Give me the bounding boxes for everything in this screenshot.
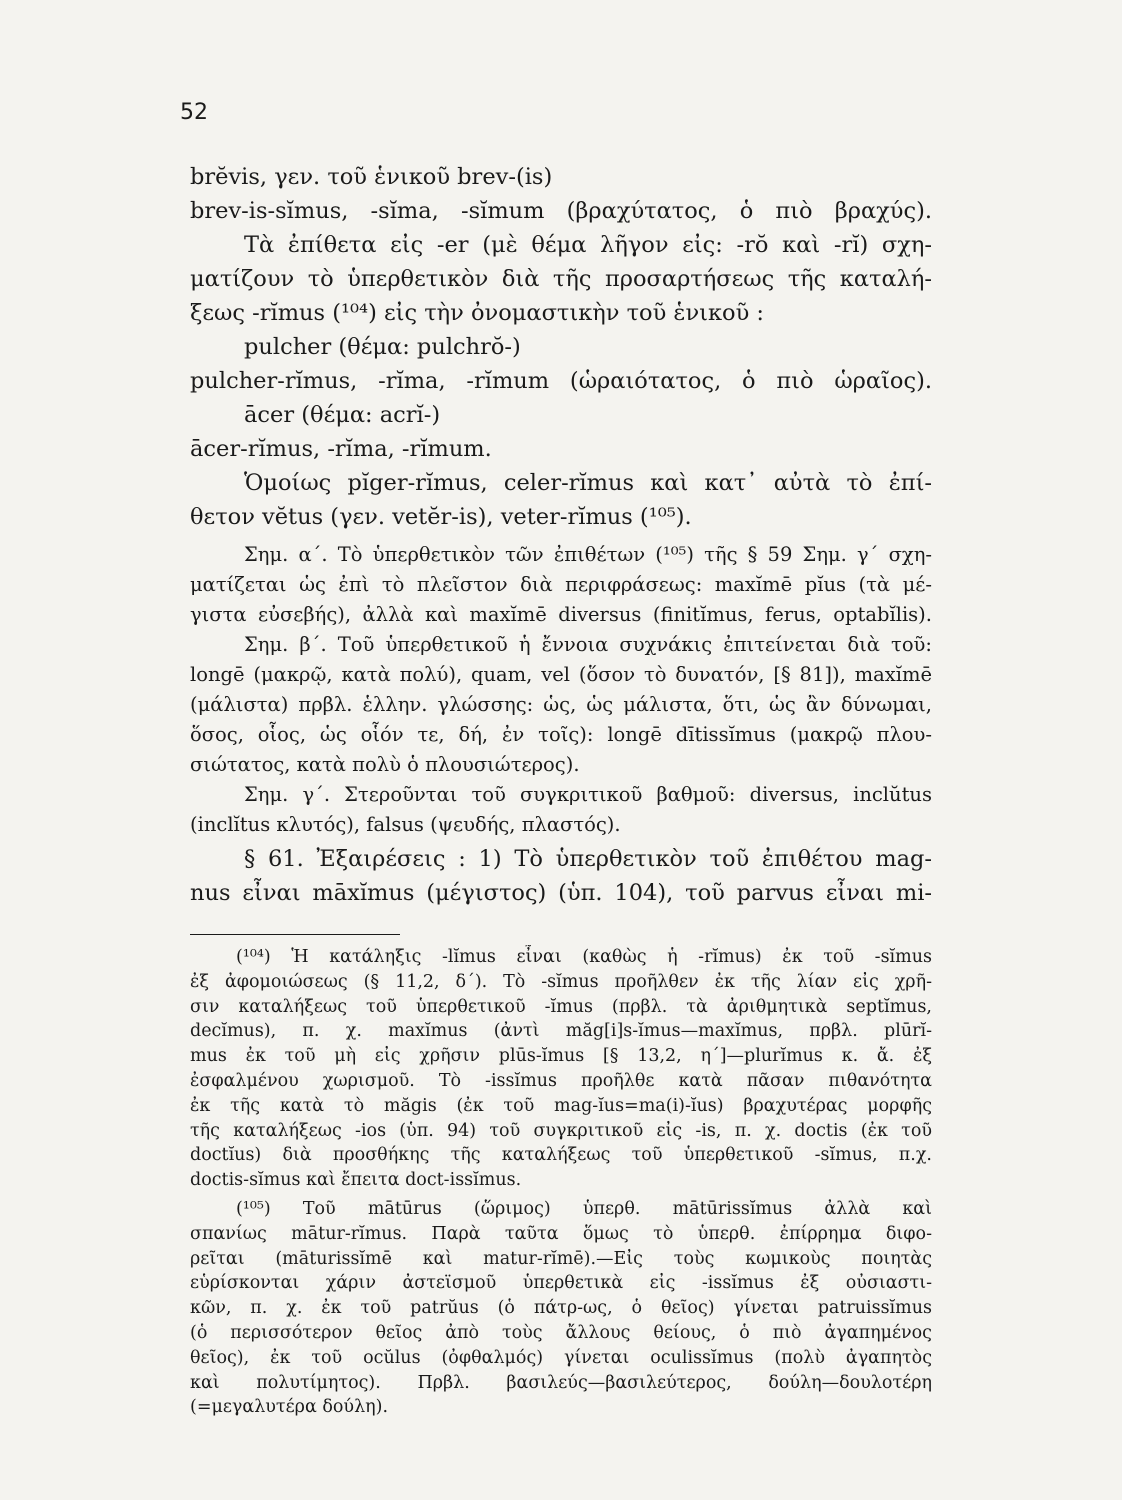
note-line: σιώτατος, κατὰ πολὺ ὁ πλουσιώτερος). [190,753,580,776]
footnote-divider [190,934,400,935]
section-line: nus εἶναι māxĭmus (μέγιστος) (ὑπ. 104), τοῦ parvus εἶναι mi- [190,880,932,906]
text-line: ματίζουν τὸ ὑπερθετικὸν διὰ τῆς προσαρτήσεως τῆς καταλή- [190,266,932,292]
note-line: γιστα εὐσεβής), ἀλλὰ καὶ maxĭmē diversus (finitĭmus, ferus, optabĭlis). [190,603,932,626]
footnote-line: decĭmus), π. χ. maxĭmus (ἀντὶ măg[i]s-ĭmus—maxĭmus, πρβλ. plūrĭ- [190,1021,932,1042]
text-line: brĕvis, γεν. τοῦ ἑνικοῦ brev-(is) [190,164,553,190]
footnote-line: σπανίως mātur-rĭmus. Παρὰ ταῦτα ὅμως τὸ ὑπερθ. ἐπίρρημα διφο- [190,1223,932,1244]
page-body [190,160,932,1420]
footnote-line: εὑρίσκονται χάριν ἀστεϊσμοῦ ὑπερθετικὰ εἰς -issĭmus ἐξ οὐσιαστι- [190,1273,932,1294]
footnote-line: καὶ πολυτίμητος). Πρβλ. βασιλεύς—βασιλεύτερος, δούλη—δουλοτέρη [190,1372,932,1393]
text-line: θετον vĕtus (γεν. vetĕr-is), veter-rĭmus (¹⁰⁵). [190,504,692,530]
footnote-104 [190,945,932,1193]
footnote-line: doctis-sĭmus καὶ ἔπειτα doct-issĭmus. [190,1170,522,1191]
page-number: 52 [180,100,208,125]
text-line: ācer-rĭmus, -rĭma, -rĭmum. [190,436,492,462]
note-line: Σημ. γ΄. Στεροῦνται τοῦ συγκριτικοῦ βαθμοῦ: diversus, inclŭtus [244,783,932,806]
footnote-line: ἐξ ἀφομοιώσεως (§ 11,2, δ΄). Τὸ -sĭmus προῆλθεν ἐκ τῆς λίαν εἰς χρῆ- [190,971,932,992]
text-line: Ὁμοίως pĭger-rĭmus, celer-rĭmus καὶ κατ᾿ αὐτὰ τὸ ἐπί- [244,470,932,496]
text-line: Τὰ ἐπίθετα εἰς -er (μὲ θέμα λῆγον εἰς: -rŏ καὶ -rĭ) σχη- [244,232,932,258]
text-line: pulcher (θέμα: pulchrŏ-) [244,334,521,360]
main-text [190,160,932,534]
text-line: ācer (θέμα: acrĭ-) [244,402,441,428]
footnote-line: ἐσφαλμένου χωρισμοῦ. Τὸ -issĭmus προῆλθε κατὰ πᾶσαν πιθανότητα [190,1070,932,1091]
section-line: § 61. Ἐξαιρέσεις : 1) Τὸ ὑπερθετικὸν τοῦ ἐπιθέτου mag- [244,846,932,872]
footnote-line: doctĭus) διὰ προσθήκης τῆς καταλήξεως τοῦ ὑπερθετικοῦ -sĭmus, π.χ. [190,1145,932,1166]
note-line: ματίζεται ὡς ἐπὶ τὸ πλεῖστον διὰ περιφράσεως: maxĭmē pĭus (τὰ μέ- [190,573,932,596]
notes [190,540,932,840]
footnote-line: (ὁ περισσότερον θεῖος ἀπὸ τοὺς ἄλλους θείους, ὁ πιὸ ἀγαπημένος [190,1322,932,1343]
note-line: ὅσος, οἷος, ὡς οἷόν τε, δή, ἐν τοῖς): longē dītissĭmus (μακρῷ πλου- [190,723,932,746]
note-line: Σημ. α΄. Τὸ ὑπερθετικὸν τῶν ἐπιθέτων (¹⁰⁵) τῆς § 59 Σημ. γ΄ σχη- [244,543,932,566]
footnote-line: ρεῖται (māturissĭmē καὶ matur-rĭmē).—Εἰς τοὺς κωμικοὺς ποιητὰς [190,1248,932,1269]
note-line: (inclĭtus κλυτός), falsus (ψευδής, πλαστός). [190,813,621,836]
note-line: (μάλιστα) πρβλ. ἑλλην. γλώσσης: ὡς, ὡς μάλιστα, ὅτι, ὡς ἂν δύνωμαι, [190,693,932,716]
footnote-105 [190,1197,932,1420]
text-line: pulcher-rĭmus, -rĭma, -rĭmum (ὡραιότατος, ὁ πιὸ ὡραῖος). [190,368,932,394]
footnote-line: mus ἐκ τοῦ μὴ εἰς χρῆσιν plūs-ĭmus [§ 13,2, η΄]—plurĭmus κ. ἄ. ἐξ [190,1046,932,1067]
footnote-line: (¹⁰⁴) Ἡ κατάληξις -lĭmus εἶναι (καθὼς ἡ -rĭmus) ἐκ τοῦ -sĭmus [236,947,932,967]
note-line: longē (μακρῷ, κατὰ πολύ), quam, vel (ὅσον τὸ δυνατόν, [§ 81]), maxĭmē [190,663,932,686]
text-line: brev-is-sĭmus, -sĭma, -sĭmum (βραχύτατος, ὁ πιὸ βραχύς). [190,198,932,224]
text-line: ξεως -rĭmus (¹⁰⁴) εἰς τὴν ὀνομαστικὴν τοῦ ἑνικοῦ : [190,300,764,326]
footnote-line: τῆς καταλήξεως -ios (ὑπ. 94) τοῦ συγκριτικοῦ εἰς -is, π. χ. doctis (ἐκ τοῦ [190,1120,932,1141]
footnote-line: (¹⁰⁵) Τοῦ mātūrus (ὥριμος) ὑπερθ. mātūrissĭmus ἀλλὰ καὶ [236,1198,932,1219]
footnote-line: κῶν, π. χ. ἐκ τοῦ patrŭus (ὁ πάτρ-ως, ὁ θεῖος) γίνεται patruissĭmus [190,1298,932,1319]
footnote-line: ἐκ τῆς κατὰ τὸ măgis (ἐκ τοῦ mag-ĭus=ma(i)-ĭus) βραχυτέρας μορφῆς [190,1095,932,1116]
note-line: Σημ. β΄. Τοῦ ὑπερθετικοῦ ἡ ἔννοια συχνάκις ἐπιτείνεται διὰ τοῦ: [244,633,932,656]
footnote-line: (=μεγαλυτέρα δούλη). [190,1397,389,1418]
section-61 [190,842,932,910]
footnote-line: θεῖος), ἐκ τοῦ ocŭlus (ὀφθαλμός) γίνεται oculissĭmus (πολὺ ἀγαπητὸς [190,1347,932,1368]
footnote-line: σιν καταλήξεως τοῦ ὑπερθετικοῦ -ĭmus (πρβλ. τὰ ἀριθμητικὰ septĭmus, [190,996,932,1017]
